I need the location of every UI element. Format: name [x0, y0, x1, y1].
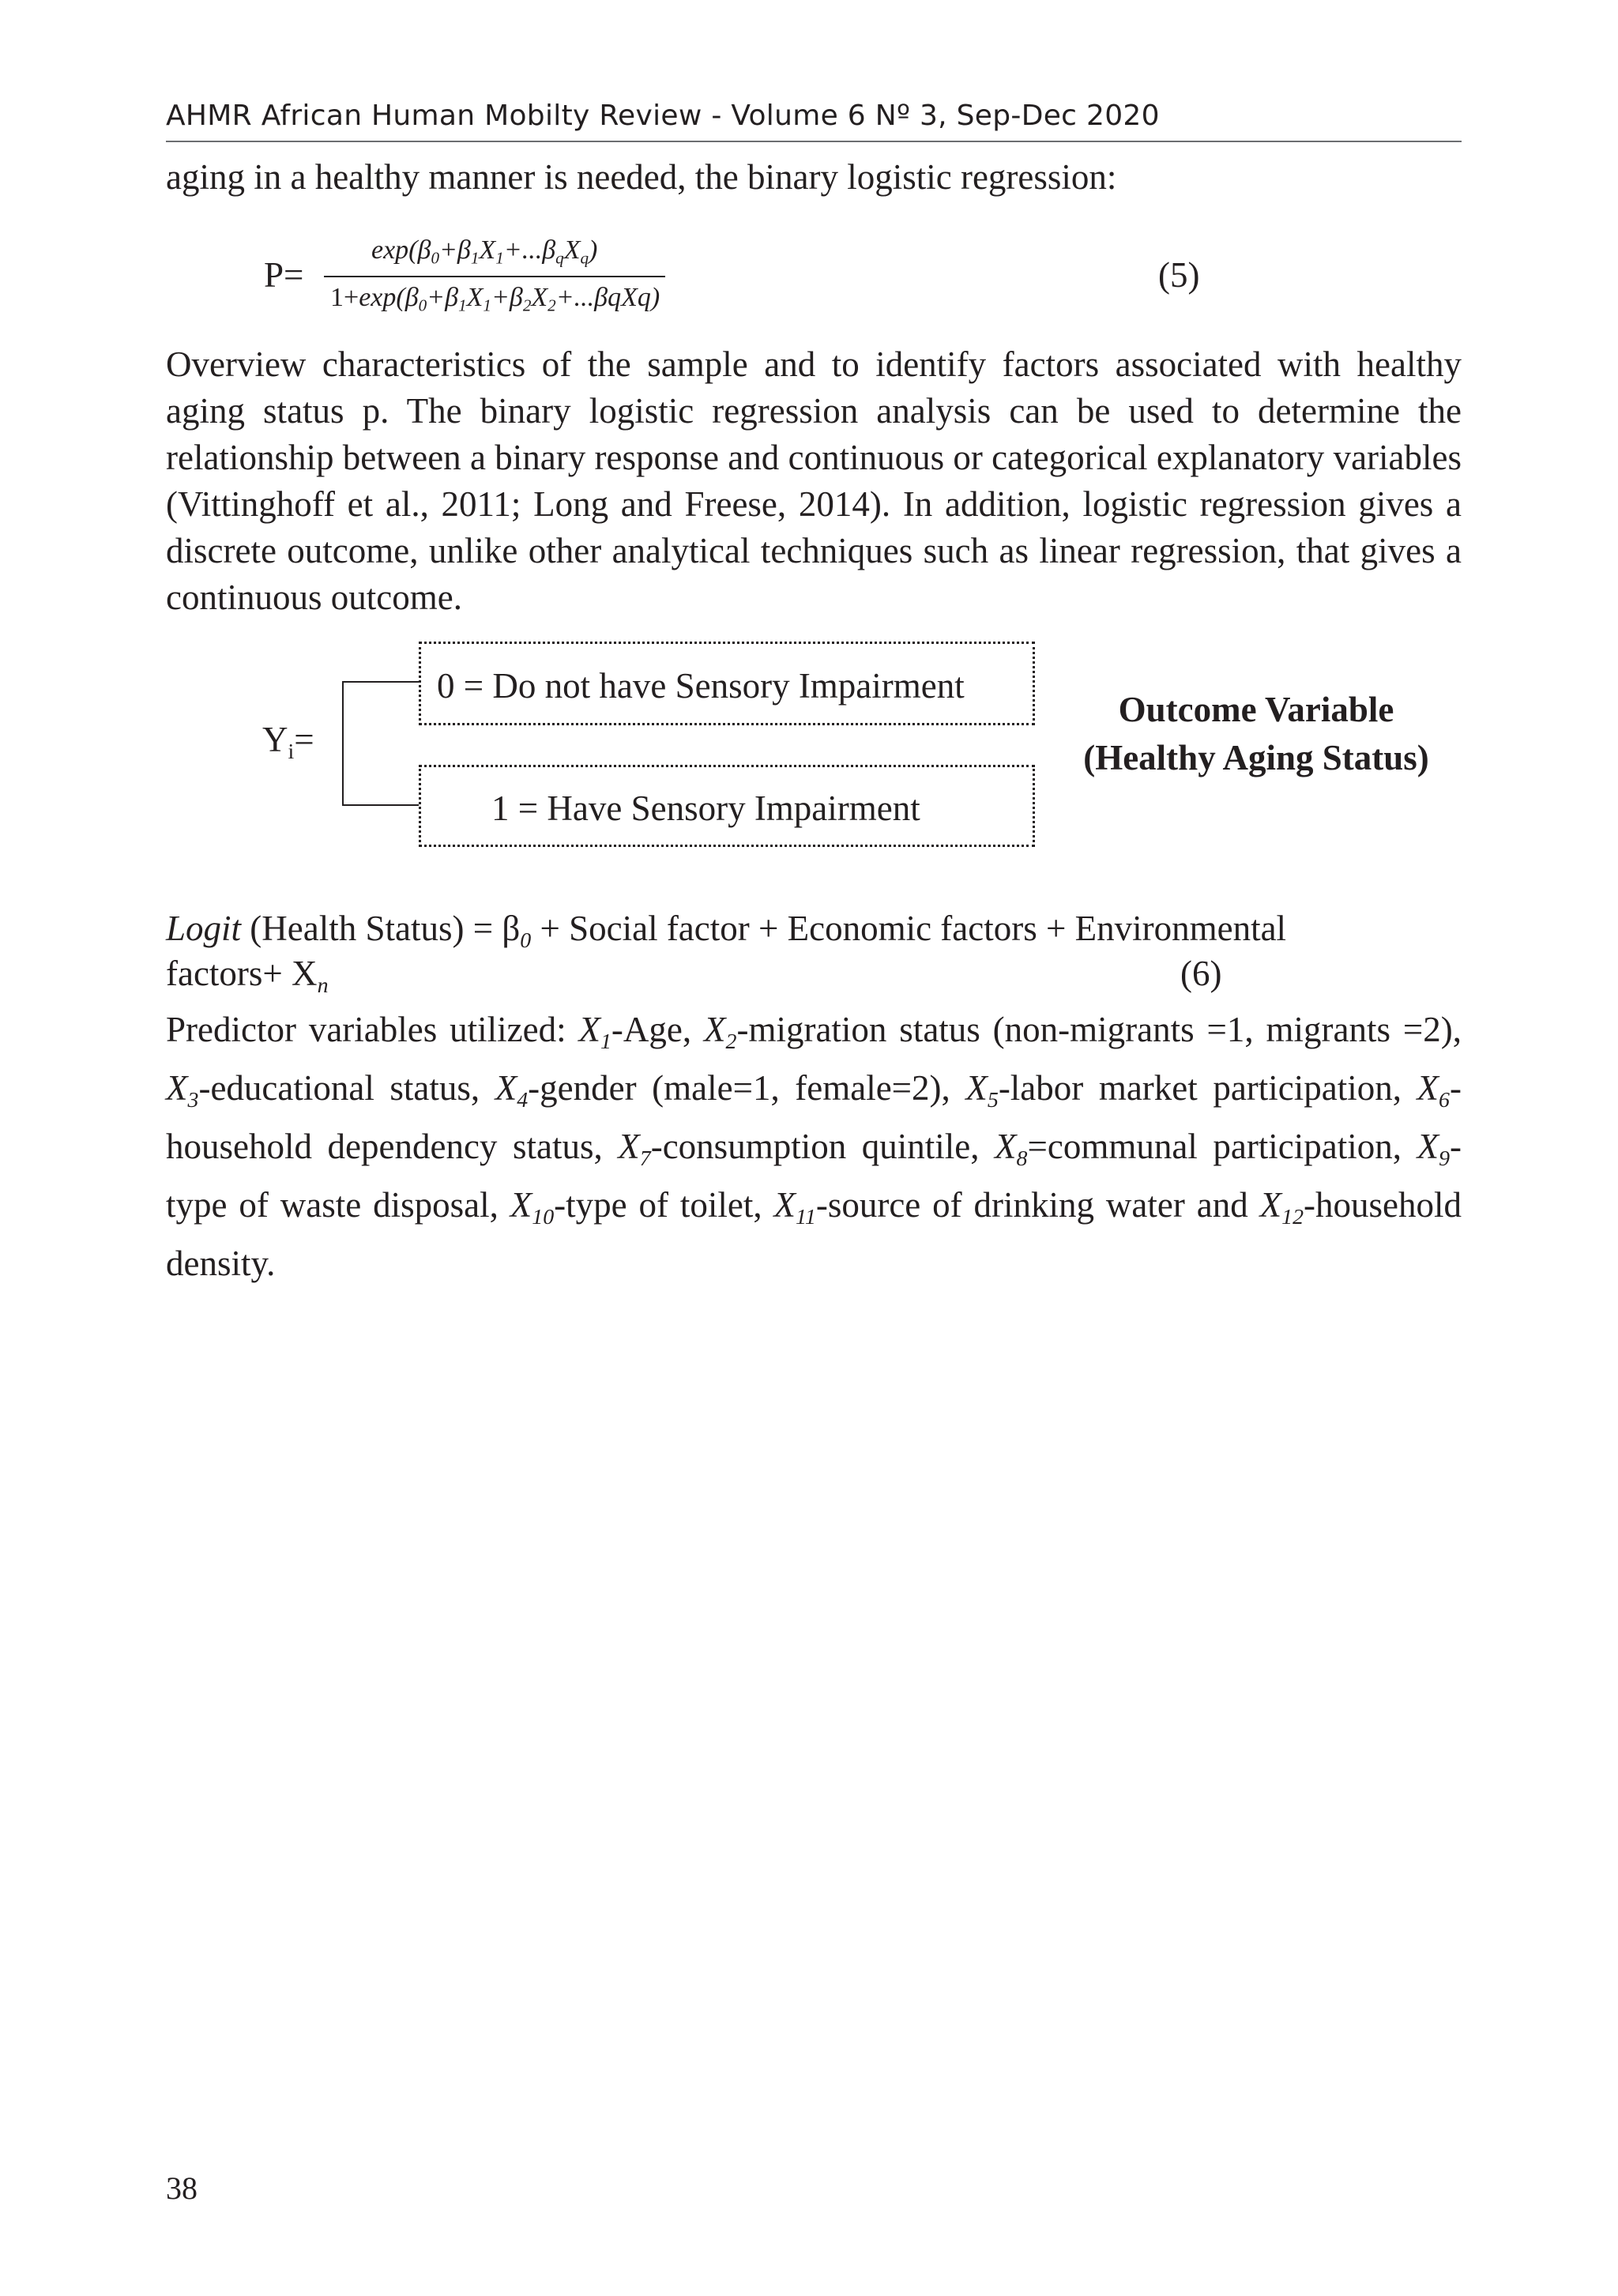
intro-line: aging in a healthy manner is needed, the binary logistic regression:: [166, 157, 1117, 197]
eq6-tail: + Social factor + Economic factors + Environmental: [531, 909, 1287, 948]
x1-desc: -Age,: [611, 1010, 705, 1049]
equation-5-numerator: $\exp(\beta_0+\beta_1X_1+...\beta_qX_q)$: [371, 235, 598, 268]
x11-desc: -source of drinking water and: [815, 1184, 1260, 1225]
outcome-variable-label: [1059, 686, 1454, 782]
y-i-label: [262, 719, 314, 765]
outcome-option-1: 1 = Have Sensory Impairment: [491, 789, 920, 828]
x5-desc: -labor market participation,: [998, 1067, 1417, 1108]
fraction-bar: [324, 276, 665, 277]
x8-desc: =communal participation,: [1027, 1126, 1417, 1166]
y-letter: Y: [262, 720, 288, 759]
equation-6-number: (6): [1180, 954, 1222, 993]
beta-subscript: 0: [520, 928, 532, 953]
page-number: 38: [166, 2170, 198, 2206]
bracket-vertical: [342, 681, 344, 806]
outcome-option-0: 0 = Do not have Sensory Impairment: [437, 666, 965, 706]
predictor-paragraph: Predictor variables utilized: $X_1$-Age, $X_2$-migration status (non-migrants =1, migrants =2), $X_3$-educational status, $X_4$-gender (male=1, female=2), $X_5$-labor market participation, $X_6$-household dependency status, $X_7$-consumption quintile, $X_8=communal$ participation, $X_9-$ type of waste disposal, $X_{10}$-type of toilet, $X_{11}$-source of drinking water and $X_{12}$-household density.: [166, 1010, 1462, 1283]
x9-desc: - type of waste disposal,: [166, 1126, 1462, 1225]
bracket-bottom: [342, 804, 419, 806]
equation-6-line-1: [166, 905, 1462, 964]
header-rule: [166, 141, 1462, 142]
equation-6-line-2: [166, 953, 329, 999]
predictors-intro: Predictor variables utilized:: [166, 1010, 579, 1049]
x4-desc: -gender (male=1, female=2),: [528, 1067, 966, 1108]
y-subscript: i: [288, 739, 295, 764]
equation-5-lhs: P=: [264, 255, 304, 295]
logit-word: Logit: [166, 909, 242, 948]
running-header: AHMR African Human Mobilty Review - Volume 6 Nº 3, Sep-Dec 2020: [166, 100, 1160, 132]
x12-desc: -household density.: [166, 1184, 1462, 1283]
x3-desc: -educational status,: [198, 1067, 495, 1108]
x7-desc: -consumption quintile,: [650, 1126, 995, 1166]
xn-subscript: n: [317, 973, 329, 998]
equation-5-denominator: $1+\exp(\beta_0+\beta_1X_1+\beta_2X_2+...\beta qXq)$: [330, 283, 660, 315]
x6-desc: -household dependency status,: [166, 1067, 1462, 1166]
x10-desc: -type of toilet,: [554, 1184, 774, 1225]
outcome-subtitle: (Healthy Aging Status): [1083, 738, 1429, 777]
body-paragraph: Overview characteristics of the sample and to identify factors associated with healthy aging status p. The binary logistic regression analysis can be used to determine the relationship between a binary response and continuous or categorical explanatory variables (Vittinghoff et al., 2011; Long and Freese, 2014). In addition, logistic regression gives a discrete outcome, unlike other analytical techniques such as linear regression, that gives a continuous outcome.: [166, 344, 1462, 617]
y-equals: =: [294, 720, 314, 759]
equation-5-number: (5): [1158, 255, 1200, 295]
eq6-line2-text: factors+ X: [166, 954, 318, 993]
eq6-text: (Health Status) = β: [241, 909, 521, 948]
outcome-title: Outcome Variable: [1118, 690, 1394, 729]
bracket-top: [342, 681, 419, 683]
x2-desc: -migration status (non-migrants =1, migrants =2),: [736, 1010, 1462, 1049]
